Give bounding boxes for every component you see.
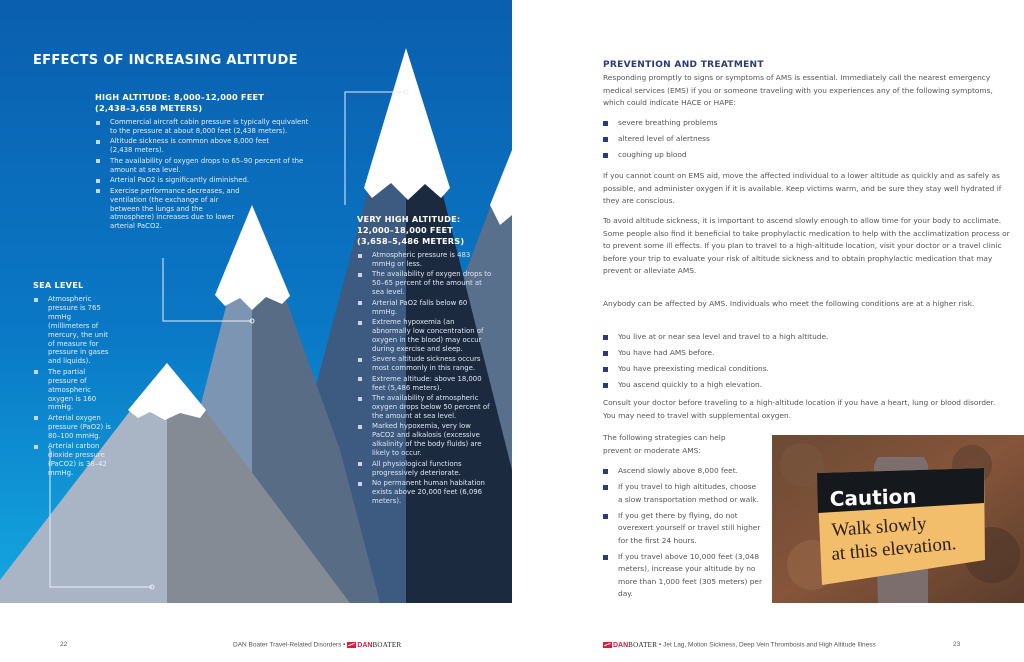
high-altitude-section xyxy=(95,92,310,233)
list-item-text: Marked hypoxemia, very low PaCO2 and alkalosis (excessive alkalinity of the body fluids) are likely to occur. xyxy=(372,422,482,458)
list-item-text: Severe altitude sickness occurs most commonly in this range. xyxy=(372,355,481,373)
list-item xyxy=(603,510,763,548)
list-item xyxy=(603,149,1003,162)
paragraph-text: Consult your doctor before traveling to a high-altitude location if you have a heart, lung or blood disorder. You may need to travel with supplemental oxygen. xyxy=(603,398,996,420)
sea-level-list xyxy=(33,295,113,478)
list-item-text: Atmospheric pressure is 765 mmHg (millimeters of mercury, the unit of measure for pressure in gases and liquids). xyxy=(48,295,109,366)
heading-line: VERY HIGH ALTITUDE: xyxy=(357,214,461,224)
sign-caution-text: Caution xyxy=(829,483,917,511)
list-item-text: Exercise performance decreases, and ventilation (the exchange of air between the lungs and the atmosphere) increases due to lower arterial PaCO2. xyxy=(110,186,240,231)
list-item-text: The availability of oxygen drops to 65–90 percent of the amount at sea level. xyxy=(110,156,304,174)
heading-line: (2,438–3,658 METERS) xyxy=(95,103,203,113)
bullet-icon xyxy=(96,179,100,183)
bullet-icon xyxy=(34,416,38,420)
consult-paragraph xyxy=(603,397,1008,422)
bullet-icon xyxy=(603,469,608,474)
list-item-text: Ascend slowly above 8,000 feet. xyxy=(618,466,738,475)
high-altitude-heading xyxy=(95,92,310,114)
logo-boater: BOATER xyxy=(628,641,658,649)
strategies-list xyxy=(603,465,763,604)
mountain-illustration xyxy=(0,0,512,603)
bullet-icon xyxy=(358,321,362,325)
bullet-icon xyxy=(34,370,38,374)
bullet-icon xyxy=(603,153,608,158)
risk-paragraph xyxy=(603,298,1008,311)
page-number: 23 xyxy=(953,641,961,648)
list-item-text: The availability of oxygen drops to 50–65 percent of the amount at sea level. xyxy=(372,270,492,297)
list-item-text: The availability of atmospheric oxygen drops below 50 percent of the amount at sea level. xyxy=(372,394,490,420)
list-item-text: Arterial carbon dioxide pressure (PaCO2) is 38–42 mmHg. xyxy=(48,442,107,477)
list-item-text: No permanent human habitation exists above 20,000 feet (6,096 meters). xyxy=(372,479,485,505)
sea-level-heading: SEA LEVEL xyxy=(33,280,84,290)
list-item xyxy=(357,299,492,317)
list-item xyxy=(33,295,113,366)
running-footer xyxy=(233,641,401,649)
bullet-icon xyxy=(603,335,608,340)
bullet-icon xyxy=(358,358,362,362)
risk-list xyxy=(603,331,1003,395)
list-item xyxy=(603,551,763,601)
ems-paragraph xyxy=(603,170,1003,208)
caution-sign-image xyxy=(772,435,1024,603)
paragraph-text: Anybody can be affected by AMS. Individuals who meet the following conditions are at a higher risk. xyxy=(603,299,975,308)
list-item xyxy=(357,394,492,421)
list-item xyxy=(357,251,492,269)
high-altitude-list xyxy=(95,118,310,231)
list-item-text: You have preexisting medical conditions. xyxy=(618,364,769,373)
symptoms-list xyxy=(603,117,1003,165)
logo-dan: DAN xyxy=(357,642,373,649)
sea-level-section xyxy=(33,280,113,480)
dive-flag-icon xyxy=(347,642,356,648)
bullet-icon xyxy=(358,301,362,305)
bullet-icon xyxy=(34,445,38,449)
list-item xyxy=(95,157,315,175)
list-item-text: Atmospheric pressure is 483 mmHg or less. xyxy=(372,251,471,268)
list-item-text: Altitude sickness is common above 8,000 feet (2,438 meters). xyxy=(110,137,270,155)
bullet-icon xyxy=(358,254,362,258)
bullet-icon xyxy=(358,377,362,381)
avoid-paragraph xyxy=(603,215,1011,278)
bullet-icon xyxy=(358,273,362,277)
section-title: PREVENTION AND TREATMENT xyxy=(603,60,764,70)
list-item xyxy=(95,176,315,185)
list-item-text: If you travel to high altitudes, choose a slow transportation method or walk. xyxy=(618,482,759,504)
dive-flag-icon xyxy=(603,642,612,648)
sign-line-2: at this elevation. xyxy=(830,533,958,565)
list-item-text: You ascend quickly to a high elevation. xyxy=(618,380,763,389)
dan-boater-logo xyxy=(347,641,401,649)
bullet-icon xyxy=(603,351,608,356)
list-item-text: Arterial PaO2 falls below 60 mmHg. xyxy=(372,298,468,316)
list-item xyxy=(95,118,310,136)
list-item-text: altered level of alertness xyxy=(618,134,710,143)
list-item-text: The partial pressure of atmospheric oxygen is 160 mmHg. xyxy=(48,367,97,412)
bullet-icon xyxy=(603,555,608,560)
list-item-text: Extreme altitude: above 18,000 feet (5,486 meters). xyxy=(372,374,482,392)
logo-dan: DAN xyxy=(613,642,629,649)
bullet-icon xyxy=(358,462,362,466)
list-item xyxy=(357,270,492,297)
bullet-icon xyxy=(603,383,608,388)
bullet-icon xyxy=(358,397,362,401)
footer-title: • Jet Lag, Motion Sickness, Deep Vein Thrombosis and High Altitude Illness xyxy=(659,641,876,649)
list-item xyxy=(95,137,288,155)
list-item-text: If you get there by flying, do not overexert yourself or travel still higher for the first 24 hours. xyxy=(618,510,761,545)
bullet-icon xyxy=(603,514,608,519)
strategies-intro xyxy=(603,432,753,457)
list-item xyxy=(603,331,1003,344)
list-item xyxy=(603,465,763,478)
paragraph-text: If you cannot count on EMS aid, move the affected individual to a lower altitude as quickly and as safely as possible, and administer oxygen if it is available. Keep victims warm, and be sure they stay well hydrated if they are conscious. xyxy=(603,171,1002,205)
heading-line: 12,000–18,000 FEET xyxy=(357,225,454,235)
list-item xyxy=(357,479,492,506)
list-item xyxy=(95,187,240,232)
bullet-icon xyxy=(603,137,608,142)
list-item xyxy=(603,481,763,506)
list-item-text: You live at or near sea level and travel to a high altitude. xyxy=(618,332,829,341)
list-item xyxy=(33,442,113,478)
list-item xyxy=(357,355,492,373)
bullet-icon xyxy=(603,485,608,490)
list-item-text: Arterial oxygen pressure (PaO2) is 80–100 mmHg. xyxy=(48,413,111,440)
list-item-text: coughing up blood xyxy=(618,150,687,159)
page-title: EFFECTS OF INCREASING ALTITUDE xyxy=(33,53,298,68)
list-item xyxy=(33,368,113,413)
heading-line: HIGH ALTITUDE: 8,000–12,000 FEET xyxy=(95,92,265,102)
list-item-text: severe breathing problems xyxy=(618,118,718,127)
bullet-icon xyxy=(603,121,608,126)
bullet-icon xyxy=(96,140,100,144)
bullet-icon xyxy=(34,298,38,302)
bullet-icon xyxy=(358,425,362,429)
very-high-altitude-heading xyxy=(357,214,492,247)
list-item xyxy=(603,379,1003,392)
bullet-icon xyxy=(96,121,100,125)
sign-line-1: Walk slowly xyxy=(830,513,928,541)
very-high-altitude-list xyxy=(357,251,492,506)
logo-boater: BOATER xyxy=(372,641,402,649)
list-item xyxy=(357,375,492,393)
paragraph-text: The following strategies can help prevent or moderate AMS: xyxy=(603,433,726,455)
page-number: 22 xyxy=(60,641,68,648)
paragraph-text: To avoid altitude sickness, it is important to ascend slowly enough to allow time for your body to acclimate. Some people also find it beneficial to take prophylactic medication to help with the acclimatization process or to prevent some ill effects. If you plan to travel to a high-altitude location, visit your doctor or a travel clinic before your trip to evaluate your risk of altitude sickness and to obtain prophylactic medication that may prevent or alleviate AMS. xyxy=(603,216,1010,275)
list-item xyxy=(603,133,1003,146)
list-item xyxy=(357,318,492,354)
list-item-text: Extreme hypoxemia (an abnormally low concentration of oxygen in the blood) may occur during exercise and sleep. xyxy=(372,318,484,353)
list-item xyxy=(603,347,1003,360)
bullet-icon xyxy=(603,367,608,372)
list-item-text: All physiological functions progressively deteriorate. xyxy=(372,459,462,477)
bullet-icon xyxy=(96,189,100,193)
very-high-altitude-section xyxy=(357,214,492,507)
list-item xyxy=(603,117,1003,130)
list-item-text: Commercial aircraft cabin pressure is typically equivalent to the pressure at about 8,000 feet (2,438 meters). xyxy=(110,118,309,135)
intro-paragraph xyxy=(603,72,1003,110)
paragraph-text: Responding promptly to signs or symptoms of AMS is essential. Immediately call the nearest emergency medical services (EMS) if you or someone traveling with you experiences any of the following symptoms, which could indicate HACE or HAPE: xyxy=(603,73,993,107)
heading-line: (3,658–5,486 METERS) xyxy=(357,236,465,246)
bullet-icon xyxy=(358,482,362,486)
list-item-text: You have had AMS before. xyxy=(618,348,715,357)
caution-sign-photo xyxy=(772,435,1024,603)
footer-title: DAN Boater Travel-Related Disorders • xyxy=(233,641,346,649)
list-item xyxy=(603,363,1003,376)
list-item-text: Arterial PaO2 is significantly diminished. xyxy=(110,176,250,185)
list-item-text: If you travel above 10,000 feet (3,048 meters), increase your altitude by no more than 1,000 feet (305 meters) per day. xyxy=(618,551,763,598)
running-footer xyxy=(603,641,876,649)
dan-boater-logo xyxy=(603,641,657,649)
list-item xyxy=(357,422,492,458)
bullet-icon xyxy=(96,159,100,163)
list-item xyxy=(33,414,113,441)
list-item xyxy=(357,460,492,478)
